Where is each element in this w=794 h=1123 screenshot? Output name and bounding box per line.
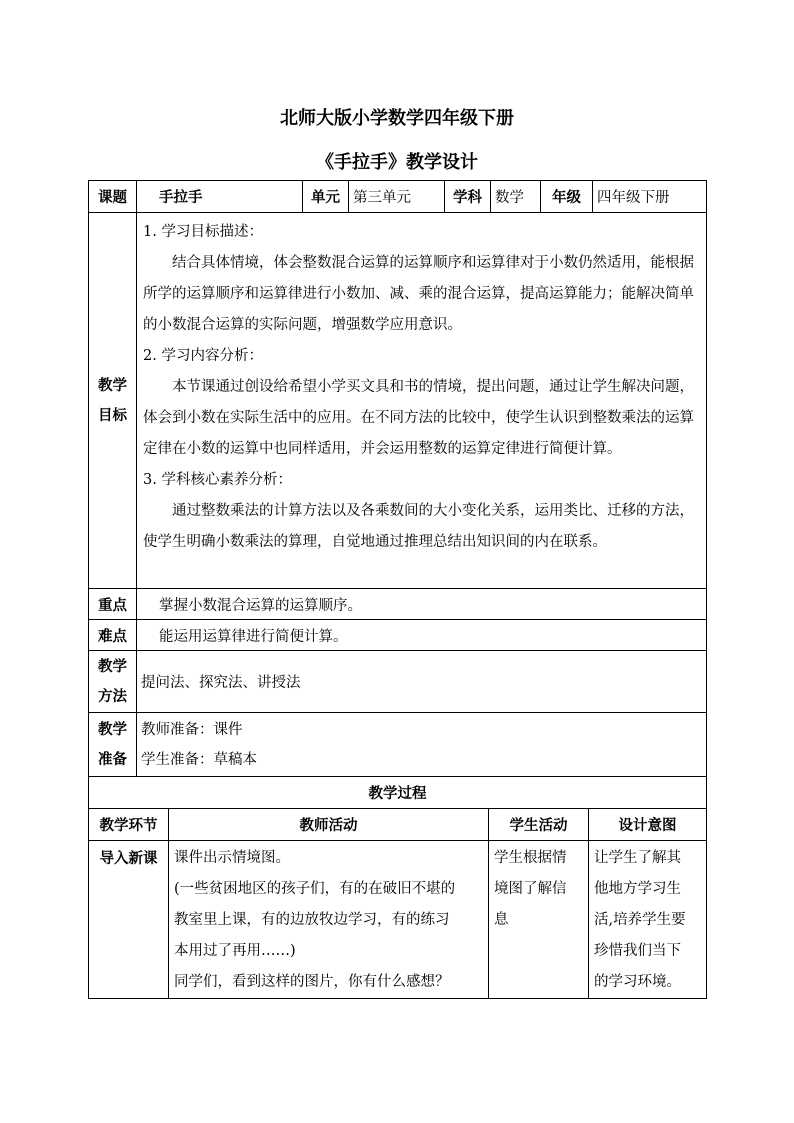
document-title: 北师大版小学数学四年级下册	[280, 108, 514, 129]
info-row	[89, 181, 707, 213]
method-value: 提问法、探究法、讲授法	[137, 651, 707, 713]
process-header-student: 学生活动	[489, 809, 589, 841]
process-design-intent	[589, 841, 707, 999]
topic-value: 手拉手	[137, 181, 303, 213]
intent-line: 珍惜我们当下	[594, 943, 681, 959]
goal-paragraph-2: 本节课通过创设给希望小学买文具和书的情境，提出问题，通过让学生解决问题，体会到小数在实际生活中的应用。在不同方法的比较中，使学生认识到整数乘法的运算定律在小数的运算中也同样适用，并会运用整数的运算定律进行简便计算。	[143, 379, 694, 457]
goal-heading-2: 2. 学习内容分析：	[143, 348, 263, 364]
process-title: 教学过程	[89, 777, 707, 809]
method-label-line2: 方法	[98, 687, 127, 705]
document-subtitle: 《手拉手》教学设计	[316, 152, 478, 173]
key-point-label: 重点	[89, 589, 137, 620]
goals-label-line1: 教学	[98, 376, 127, 394]
process-header-intent: 设计意图	[589, 809, 707, 841]
lesson-info-table	[88, 180, 707, 777]
goals-row	[89, 213, 707, 589]
intent-line: 的学习环境。	[594, 974, 681, 990]
subject-value: 数学	[491, 181, 541, 213]
topic-label: 课题	[89, 181, 137, 213]
goal-heading-3: 3. 学科核心素养分析：	[143, 472, 292, 488]
goals-label	[89, 213, 137, 589]
prep-value	[137, 713, 707, 777]
goal-paragraph-1: 结合具体情境，体会整数混合运算的运算顺序和运算律对于小数仍然适用，能根据所学的运算顺序和运算律进行小数加、减、乘的混合运算，提高运算能力；能解决简单的小数混合运算的实际问题，增强数学应用意识。	[143, 255, 694, 333]
student-line: 息	[494, 912, 509, 928]
goals-content	[137, 213, 707, 589]
key-point-value: 掌握小数混合运算的运算顺序。	[137, 589, 707, 620]
process-stage-intro: 导入新课	[89, 841, 169, 999]
goal-heading-1: 1. 学习目标描述：	[143, 224, 263, 240]
teacher-line: 同学们，看到这样的图片，你有什么感想？	[174, 974, 450, 990]
intent-line: 让学生了解其	[594, 850, 681, 866]
student-line: 境图了解信	[494, 881, 567, 897]
intent-line: 他地方学习生	[594, 881, 681, 897]
teacher-line: 本用过了再用……)	[174, 943, 296, 959]
process-teacher-activity	[169, 841, 489, 999]
student-line: 学生根据情	[494, 850, 567, 866]
subject-label: 学科	[445, 181, 491, 213]
key-point-row	[89, 589, 707, 620]
method-label-line1: 教学	[98, 657, 127, 675]
process-row-intro	[89, 841, 707, 999]
grade-value: 四年级下册	[593, 181, 707, 213]
intent-line: 活,培养学生要	[594, 912, 686, 928]
process-student-activity	[489, 841, 589, 999]
goal-paragraph-3: 通过整数乘法的计算方法以及各乘数间的大小变化关系，运用类比、迁移的方法，使学生明确小数乘法的算理，自觉地通过推理总结出知识间的内在联系。	[143, 503, 694, 550]
process-header-stage: 教学环节	[89, 809, 169, 841]
process-header-teacher: 教师活动	[169, 809, 489, 841]
process-title-row	[89, 777, 707, 809]
method-label	[89, 651, 137, 713]
prep-row	[89, 713, 707, 777]
goals-label-line2: 目标	[98, 406, 127, 424]
teacher-line: (一些贫困地区的孩子们，有的在破旧不堪的	[174, 881, 456, 897]
difficulty-label: 难点	[89, 620, 137, 651]
prep-label	[89, 713, 137, 777]
prep-label-line1: 教学	[98, 720, 127, 738]
method-row	[89, 651, 707, 713]
process-header-row	[89, 809, 707, 841]
teacher-line: 教室里上课，有的边放牧边学习，有的练习	[174, 912, 450, 928]
teaching-process-table	[88, 776, 707, 999]
prep-teacher: 教师准备：课件	[141, 721, 243, 738]
unit-value: 第三单元	[349, 181, 445, 213]
difficulty-row	[89, 620, 707, 651]
prep-student: 学生准备：草稿本	[141, 751, 257, 768]
teacher-line: 课件出示情境图。	[174, 850, 290, 866]
grade-label: 年级	[541, 181, 593, 213]
unit-label: 单元	[303, 181, 349, 213]
prep-label-line2: 准备	[98, 750, 127, 768]
difficulty-value: 能运用运算律进行简便计算。	[137, 620, 707, 651]
